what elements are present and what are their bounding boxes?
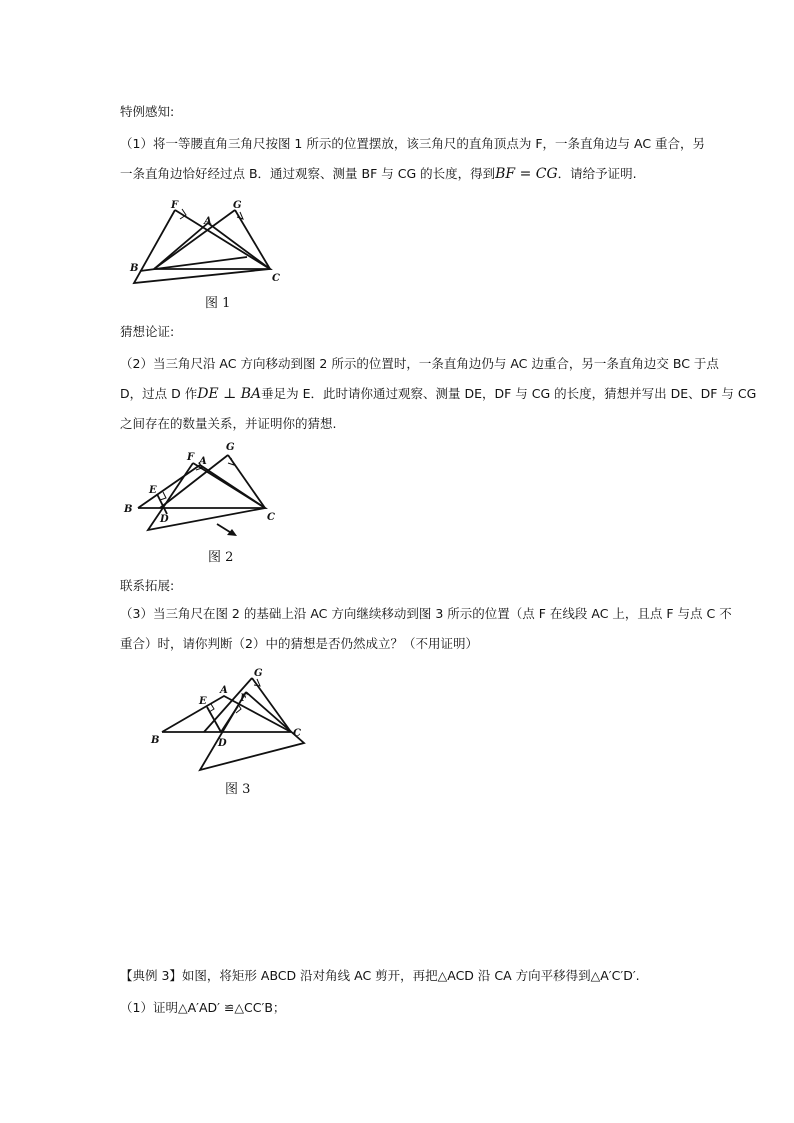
fig3-label-d: D [218,738,227,749]
figure-1-diagram [120,195,300,295]
fig1-label-a: A [204,216,212,227]
question-2-text-b: 垂足为 E．此时请你通过观察、测量 DE，DF 与 CG 的长度，猜想并写出 DE、DF 与 CG [261,386,757,401]
fig3-label-f: F [240,693,248,704]
fig1-ruler-triangle [134,210,270,283]
figure-3 [148,664,318,776]
question-3-line-1: （3）当三角尺在图 2 的基础上沿 AC 方向继续移动到图 3 所示的位置（点 F 在线段 AC 上，且点 F 与点 C 不 [120,606,732,621]
question-3-line-2: 重合）时，请你判断（2）中的猜想是否仍然成立？（不用证明） [120,636,478,651]
heading-special-case: 特例感知: [120,104,175,119]
fig2-label-e: E [149,485,157,496]
figure-2-caption: 图 2 [208,550,234,565]
fig2-label-f: F [187,452,195,463]
fig1-label-b: B [130,263,139,274]
fig3-segment-de [207,707,221,732]
fig1-segment-gc [235,210,270,269]
fig2-label-g: G [226,442,235,453]
heading-conjecture: 猜想论证: [120,324,175,339]
question-1-line-2 [120,166,637,182]
figure-1 [120,195,300,295]
example-3-line-1: 【典例 3】如图，将矩形 ABCD 沿对角线 AC 剪开，再把△ACD 沿 CA 方向平移得到△A′C′D′. [120,968,640,983]
fig3-label-g: G [254,668,263,679]
question-1-text-b: ．请给予证明. [557,166,637,181]
figure-1-caption: 图 1 [205,296,231,311]
question-2-line-1: （2）当三角尺沿 AC 方向移动到图 2 所示的位置时，一条直角边仍与 AC 边重合，另一条直角边交 BC 于点 [120,356,719,371]
question-2-line-2 [120,386,756,402]
question-2-formula: DE ⊥ BA [197,386,262,402]
fig2-label-b: B [124,504,133,515]
fig3-label-e: E [199,696,207,707]
fig2-label-c: C [267,512,275,523]
example-3-line-2: （1）证明△A′AD′ ≌△CC′B； [120,1000,286,1015]
question-2-text-a: D，过点 D 作 [120,386,198,401]
fig3-label-a: A [220,685,228,696]
question-1-line-1: （1）将一等腰直角三角尺按图 1 所示的位置摆放，该三角尺的直角顶点为 F，一条直角边与 AC 重合，另 [120,136,706,151]
figure-2 [120,438,290,543]
fig3-label-b: B [151,735,160,746]
fig2-triangle-abc [138,465,265,508]
question-1-formula: BF = CG [495,166,558,182]
question-1-text-a: 一条直角边恰好经过点 B．通过观察、测量 BF 与 CG 的长度，得到 [120,166,496,181]
figure-3-caption: 图 3 [225,782,251,797]
fig2-label-d: D [160,514,169,525]
fig1-label-c: C [272,273,280,284]
fig1-label-g: G [233,200,242,211]
fig1-label-f: F [171,200,179,211]
fig3-label-c: C [293,728,301,739]
fig2-move-arrow-head [227,529,237,536]
figure-2-diagram [120,438,290,543]
fig2-label-a: A [199,456,207,467]
heading-extension: 联系拓展: [120,578,175,593]
question-2-line-3: 之间存在的数量关系，并证明你的猜想. [120,416,337,431]
figure-3-diagram [148,664,318,776]
